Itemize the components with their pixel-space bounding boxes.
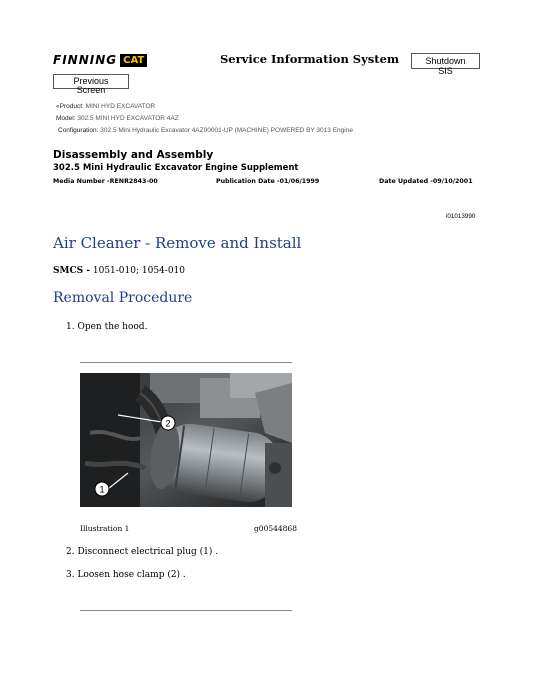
cat-badge: CAT <box>120 54 147 67</box>
divider <box>80 610 292 611</box>
config-value: 302.5 Mini Hydraulic Excavator 4AZ00001-UP (MACHINE) POWERED BY 3013 Engine <box>100 127 353 134</box>
previous-screen-button[interactable]: Previous Screen <box>53 74 129 89</box>
product-value: MINI HYD EXCAVATOR <box>85 103 156 110</box>
model-line <box>56 115 179 122</box>
shutdown-sis-button[interactable]: Shutdown SIS <box>411 53 480 69</box>
system-title: Service Information System <box>220 52 400 66</box>
illustration-id: g00544868 <box>254 524 297 533</box>
step-item: 3. Loosen hose clamp (2) . <box>66 570 186 580</box>
date-updated: Date Updated -09/10/2001 <box>379 178 473 185</box>
finning-cat-logo <box>53 50 147 70</box>
smcs-label: SMCS - <box>53 266 90 276</box>
product-label: Product: <box>59 103 84 110</box>
model-label: Model: <box>56 115 76 122</box>
procedure-heading: Removal Procedure <box>53 290 193 306</box>
callout-2-label: 2 <box>165 418 171 429</box>
engine-air-cleaner-image <box>80 373 292 507</box>
section-heading: Disassembly and Assembly <box>53 149 214 161</box>
illustration-photo <box>80 373 292 507</box>
step-item: 2. Disconnect electrical plug (1) . <box>66 547 219 557</box>
smcs-value: 1051-010; 1054-010 <box>90 266 186 276</box>
smcs-line <box>53 266 185 276</box>
model-value: 302.5 MINI HYD EXCAVATOR 4AZ <box>77 115 179 122</box>
publication-date: Publication Date -01/06/1999 <box>216 178 320 185</box>
callout-2 <box>161 416 175 430</box>
step-item: 1. Open the hood. <box>66 322 148 332</box>
configuration-line <box>58 127 353 134</box>
back-arrow-icon: « <box>56 103 60 110</box>
supplement-heading: 302.5 Mini Hydraulic Excavator Engine Supplement <box>53 163 299 173</box>
callout-1 <box>95 482 109 496</box>
document-id: i01013990 <box>446 213 476 220</box>
config-label: Configuration: <box>58 127 99 134</box>
page-title: Air Cleaner - Remove and Install <box>53 234 302 252</box>
illustration-label: Illustration 1 <box>80 524 130 533</box>
divider <box>80 362 292 363</box>
callout-1-label: 1 <box>99 484 105 495</box>
product-line <box>56 103 155 110</box>
logo-text: FINNING <box>53 53 118 67</box>
media-number: Media Number -RENR2843-00 <box>53 178 158 185</box>
